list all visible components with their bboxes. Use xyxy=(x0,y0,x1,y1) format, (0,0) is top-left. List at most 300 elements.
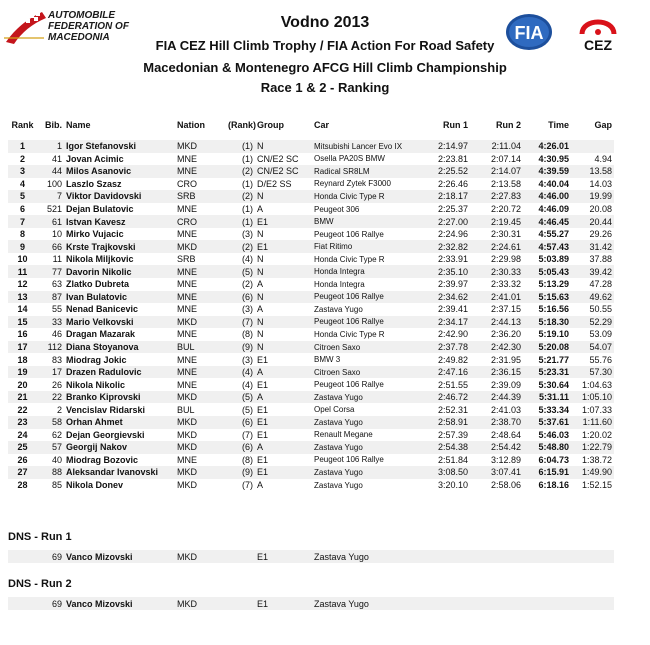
gap-cell: 53.09 xyxy=(571,328,614,341)
bib-cell: 26 xyxy=(37,378,64,391)
time-cell: 5:23.31 xyxy=(523,366,571,379)
bib-cell: 10 xyxy=(37,228,64,241)
run1-cell: 2:35.10 xyxy=(416,265,470,278)
gap-cell: 37.88 xyxy=(571,253,614,266)
nation-cell: MNE xyxy=(175,353,226,366)
nation-cell: MNE xyxy=(175,203,226,216)
rank-cell: 11 xyxy=(8,265,37,278)
group-cell: A xyxy=(255,203,312,216)
gap-cell: 47.28 xyxy=(571,278,614,291)
time-cell: 6:18.16 xyxy=(523,479,571,492)
run1-cell: 3:08.50 xyxy=(416,466,470,479)
gap-cell: 1:38.72 xyxy=(571,454,614,467)
gap-cell: 1:04.63 xyxy=(571,378,614,391)
col-time: Time xyxy=(548,119,569,130)
nation-cell: BUL xyxy=(175,341,226,354)
group-rank-cell: (6) xyxy=(226,291,255,304)
rank-cell: 9 xyxy=(8,240,37,253)
table-row xyxy=(8,153,614,166)
group-cell: D/E2 SS xyxy=(255,178,312,191)
run1-cell: 2:39.41 xyxy=(416,303,470,316)
time-cell: 4:46.00 xyxy=(523,190,571,203)
gap-cell: 57.30 xyxy=(571,366,614,379)
table-row xyxy=(8,253,614,266)
name-cell: Nenad Banicevic xyxy=(64,303,175,316)
nation-cell: MNE xyxy=(175,303,226,316)
run2-cell: 2:11.04 xyxy=(470,140,523,153)
rank-cell: 23 xyxy=(8,416,37,429)
name-cell: Laszlo Szasz xyxy=(64,178,175,191)
time-cell: 5:15.63 xyxy=(523,291,571,304)
group-rank-cell: (4) xyxy=(226,378,255,391)
run1-cell: 3:20.10 xyxy=(416,479,470,492)
rank-cell: 8 xyxy=(8,228,37,241)
nation-cell: MKD xyxy=(175,466,226,479)
event-subtitle-1: FIA CEZ Hill Climb Trophy / FIA Action For Road Safety xyxy=(155,38,495,53)
dns-run2-table xyxy=(8,597,614,610)
time-cell: 5:16.56 xyxy=(523,303,571,316)
time-cell: 5:05.43 xyxy=(523,265,571,278)
run1-cell: 2:14.97 xyxy=(416,140,470,153)
time-cell: 5:31.11 xyxy=(523,391,571,404)
name-cell: Ivan Bulatovic xyxy=(64,291,175,304)
rank-cell: 21 xyxy=(8,391,37,404)
run2-cell: 2:37.15 xyxy=(470,303,523,316)
dns-group: E1 xyxy=(255,597,312,610)
nation-cell: SRB xyxy=(175,253,226,266)
run1-cell: 2:42.90 xyxy=(416,328,470,341)
name-cell: Vencislav Ridarski xyxy=(64,403,175,416)
group-rank-cell: (7) xyxy=(226,429,255,442)
table-row xyxy=(8,391,614,404)
event-subtitle-3: Race 1 & 2 - Ranking xyxy=(260,80,390,95)
run2-cell: 2:20.72 xyxy=(470,203,523,216)
name-cell: Zlatko Dubreta xyxy=(64,278,175,291)
org-line-2: FEDERATION OF xyxy=(48,21,129,32)
car-cell: Radical SR8LM xyxy=(312,165,416,178)
name-cell: Miodrag Jokic xyxy=(64,353,175,366)
car-cell: Zastava Yugo xyxy=(312,466,416,479)
car-cell: Honda Integra xyxy=(312,265,416,278)
run1-cell: 2:27.00 xyxy=(416,215,470,228)
table-row xyxy=(8,303,614,316)
run1-cell: 2:32.82 xyxy=(416,240,470,253)
run2-cell: 2:24.61 xyxy=(470,240,523,253)
time-cell: 5:33.34 xyxy=(523,403,571,416)
time-cell: 5:37.61 xyxy=(523,416,571,429)
group-rank-cell: (6) xyxy=(226,441,255,454)
car-cell: Honda Integra xyxy=(312,278,416,291)
rank-cell: 1 xyxy=(8,140,37,153)
bib-cell: 1 xyxy=(37,140,64,153)
dns-name: Vanco Mizovski xyxy=(64,550,175,563)
gap-cell: 50.55 xyxy=(571,303,614,316)
table-row xyxy=(8,316,614,329)
time-cell: 5:48.80 xyxy=(523,441,571,454)
group-rank-cell: (1) xyxy=(226,203,255,216)
table-row xyxy=(8,341,614,354)
gap-cell: 49.62 xyxy=(571,291,614,304)
dns-row xyxy=(8,597,614,610)
table-row xyxy=(8,228,614,241)
group-cell: N xyxy=(255,253,312,266)
run1-cell: 2:51.84 xyxy=(416,454,470,467)
bib-cell: 46 xyxy=(37,328,64,341)
name-cell: Viktor Davidovski xyxy=(64,190,175,203)
group-cell: E1 xyxy=(255,429,312,442)
org-line-1: AUTOMOBILE xyxy=(48,10,116,21)
rank-cell: 3 xyxy=(8,165,37,178)
dns-run1-heading: DNS - Run 1 xyxy=(8,531,72,543)
name-cell: Branko Kiprovski xyxy=(64,391,175,404)
run2-cell: 2:44.39 xyxy=(470,391,523,404)
time-cell: 5:18.30 xyxy=(523,316,571,329)
run2-cell: 3:12.89 xyxy=(470,454,523,467)
bib-cell: 61 xyxy=(37,215,64,228)
group-cell: E1 xyxy=(255,403,312,416)
group-cell: A xyxy=(255,303,312,316)
rank-cell: 19 xyxy=(8,366,37,379)
name-cell: Orhan Ahmet xyxy=(64,416,175,429)
time-cell: 5:21.77 xyxy=(523,353,571,366)
car-cell: Honda Civic Type R xyxy=(312,190,416,203)
table-header-row xyxy=(8,117,614,132)
run2-cell: 2:33.32 xyxy=(470,278,523,291)
rank-cell: 13 xyxy=(8,291,37,304)
gap-cell: 4.94 xyxy=(571,153,614,166)
dns-nation: MKD xyxy=(175,550,226,563)
group-rank-cell: (4) xyxy=(226,253,255,266)
run2-cell: 2:38.70 xyxy=(470,416,523,429)
car-cell: Peugeot 106 Rallye xyxy=(312,228,416,241)
car-cell: Zastava Yugo xyxy=(312,479,416,492)
time-cell: 6:04.73 xyxy=(523,454,571,467)
car-cell: Citroen Saxo xyxy=(312,341,416,354)
nation-cell: MKD xyxy=(175,316,226,329)
bib-cell: 83 xyxy=(37,353,64,366)
nation-cell: MNE xyxy=(175,153,226,166)
nation-cell: MNE xyxy=(175,278,226,291)
dns-run1-table xyxy=(8,550,614,563)
table-row xyxy=(8,466,614,479)
dns-car: Zastava Yugo xyxy=(312,597,416,610)
group-cell: A xyxy=(255,366,312,379)
group-cell: E1 xyxy=(255,215,312,228)
nation-cell: MNE xyxy=(175,291,226,304)
car-cell: Citroen Saxo xyxy=(312,366,416,379)
car-cell: Zastava Yugo xyxy=(312,303,416,316)
dns-group: E1 xyxy=(255,550,312,563)
col-bib: Bib. xyxy=(45,119,62,130)
name-cell: Nikola Nikolic xyxy=(64,378,175,391)
group-cell: E1 xyxy=(255,240,312,253)
run2-cell: 2:44.13 xyxy=(470,316,523,329)
run2-cell: 2:36.20 xyxy=(470,328,523,341)
dns-nation: MKD xyxy=(175,597,226,610)
group-rank-cell: (7) xyxy=(226,479,255,492)
table-row xyxy=(8,328,614,341)
gap-cell: 20.08 xyxy=(571,203,614,216)
col-name: Name xyxy=(66,119,91,130)
dns-bib: 69 xyxy=(37,597,64,610)
group-rank-cell: (3) xyxy=(226,303,255,316)
run2-cell: 2:31.95 xyxy=(470,353,523,366)
bib-cell: 33 xyxy=(37,316,64,329)
rank-cell: 28 xyxy=(8,479,37,492)
time-cell: 6:15.91 xyxy=(523,466,571,479)
table-row xyxy=(8,378,614,391)
group-rank-cell: (1) xyxy=(226,178,255,191)
table-row xyxy=(8,416,614,429)
rank-cell: 12 xyxy=(8,278,37,291)
car-cell: Fiat Ritimo xyxy=(312,240,416,253)
nation-cell: MNE xyxy=(175,265,226,278)
run2-cell: 2:36.15 xyxy=(470,366,523,379)
time-cell: 4:39.59 xyxy=(523,165,571,178)
run1-cell: 2:54.38 xyxy=(416,441,470,454)
run2-cell: 2:48.64 xyxy=(470,429,523,442)
nation-cell: CRO xyxy=(175,215,226,228)
car-cell: Reynard Zytek F3000 xyxy=(312,178,416,191)
name-cell: Georgij Nakov xyxy=(64,441,175,454)
bib-cell: 58 xyxy=(37,416,64,429)
group-rank-cell: (8) xyxy=(226,328,255,341)
group-rank-cell: (5) xyxy=(226,391,255,404)
rank-cell: 27 xyxy=(8,466,37,479)
name-cell: Diana Stoyanova xyxy=(64,341,175,354)
name-cell: Mario Velkovski xyxy=(64,316,175,329)
run1-cell: 2:24.96 xyxy=(416,228,470,241)
col-car: Car xyxy=(314,119,330,130)
run1-cell: 2:33.91 xyxy=(416,253,470,266)
dns-name: Vanco Mizovski xyxy=(64,597,175,610)
dns-bib: 69 xyxy=(37,550,64,563)
group-cell: A xyxy=(255,441,312,454)
group-rank-cell: (2) xyxy=(226,165,255,178)
time-cell: 4:26.01 xyxy=(523,140,571,153)
group-rank-cell: (3) xyxy=(226,353,255,366)
bib-cell: 22 xyxy=(37,391,64,404)
rank-cell: 4 xyxy=(8,178,37,191)
car-cell: Peugeot 106 Rallye xyxy=(312,316,416,329)
table-row xyxy=(8,291,614,304)
nation-cell: MNE xyxy=(175,328,226,341)
time-cell: 4:46.09 xyxy=(523,203,571,216)
time-cell: 4:46.45 xyxy=(523,215,571,228)
time-cell: 5:19.10 xyxy=(523,328,571,341)
col-run1: Run 1 xyxy=(442,119,468,130)
group-rank-cell: (1) xyxy=(226,215,255,228)
run2-cell: 2:30.33 xyxy=(470,265,523,278)
nation-cell: MNE xyxy=(175,454,226,467)
group-cell: CN/E2 SC xyxy=(255,165,312,178)
name-cell: Dejan Georgievski xyxy=(64,429,175,442)
table-row xyxy=(8,479,614,492)
group-cell: N xyxy=(255,341,312,354)
run2-cell: 2:41.03 xyxy=(470,403,523,416)
gap-cell: 1:22.79 xyxy=(571,441,614,454)
gap-cell: 1:07.33 xyxy=(571,403,614,416)
car-cell: Mitsubishi Lancer Evo IX xyxy=(312,140,416,153)
org-line-3: MACEDONIA xyxy=(48,32,110,43)
car-cell: Zastava Yugo xyxy=(312,441,416,454)
name-cell: Krste Trajkovski xyxy=(64,240,175,253)
gap-cell xyxy=(571,140,614,153)
gap-cell: 1:11.60 xyxy=(571,416,614,429)
rank-cell: 15 xyxy=(8,316,37,329)
nation-cell: MNE xyxy=(175,378,226,391)
time-cell: 4:55.27 xyxy=(523,228,571,241)
col-gap: Gap xyxy=(594,119,612,130)
group-rank-cell: (7) xyxy=(226,316,255,329)
bib-cell: 7 xyxy=(37,190,64,203)
group-rank-cell: (2) xyxy=(226,240,255,253)
nation-cell: CRO xyxy=(175,178,226,191)
nation-cell: MNE xyxy=(175,228,226,241)
name-cell: Mirko Vujacic xyxy=(64,228,175,241)
run2-cell: 2:30.31 xyxy=(470,228,523,241)
rank-cell: 25 xyxy=(8,441,37,454)
bib-cell: 87 xyxy=(37,291,64,304)
rank-cell: 24 xyxy=(8,429,37,442)
group-rank-cell: (5) xyxy=(226,403,255,416)
bib-cell: 62 xyxy=(37,429,64,442)
gap-cell: 1:20.02 xyxy=(571,429,614,442)
table-row xyxy=(8,429,614,442)
rank-cell: 14 xyxy=(8,303,37,316)
dns-run2-heading: DNS - Run 2 xyxy=(8,578,72,590)
gap-cell: 1:52.15 xyxy=(571,479,614,492)
group-rank-cell: (1) xyxy=(226,140,255,153)
table-row xyxy=(8,454,614,467)
time-cell: 5:30.64 xyxy=(523,378,571,391)
col-group-rank: (Rank) xyxy=(228,119,257,130)
bib-cell: 17 xyxy=(37,366,64,379)
name-cell: Aleksandar Ivanovski xyxy=(64,466,175,479)
time-cell: 5:46.03 xyxy=(523,429,571,442)
rank-cell: 26 xyxy=(8,454,37,467)
car-cell: Honda Civic Type R xyxy=(312,328,416,341)
group-rank-cell: (8) xyxy=(226,454,255,467)
group-rank-cell: (9) xyxy=(226,341,255,354)
bib-cell: 44 xyxy=(37,165,64,178)
name-cell: Dragan Mazarak xyxy=(64,328,175,341)
time-cell: 4:30.95 xyxy=(523,153,571,166)
group-rank-cell: (4) xyxy=(226,366,255,379)
run1-cell: 2:46.72 xyxy=(416,391,470,404)
run2-cell: 2:39.09 xyxy=(470,378,523,391)
run1-cell: 2:26.46 xyxy=(416,178,470,191)
run1-cell: 2:34.62 xyxy=(416,291,470,304)
bib-cell: 85 xyxy=(37,479,64,492)
bib-cell: 55 xyxy=(37,303,64,316)
group-rank-cell: (2) xyxy=(226,278,255,291)
run1-cell: 2:25.52 xyxy=(416,165,470,178)
nation-cell: MKD xyxy=(175,140,226,153)
run1-cell: 2:37.78 xyxy=(416,341,470,354)
bib-cell: 521 xyxy=(37,203,64,216)
bib-cell: 112 xyxy=(37,341,64,354)
gap-cell: 20.44 xyxy=(571,215,614,228)
results-table xyxy=(8,117,614,491)
car-cell: Osella PA20S BMW xyxy=(312,153,416,166)
group-rank-cell: (6) xyxy=(226,416,255,429)
col-group: Group xyxy=(257,119,284,130)
run1-cell: 2:58.91 xyxy=(416,416,470,429)
car-cell: BMW xyxy=(312,215,416,228)
run2-cell: 2:58.06 xyxy=(470,479,523,492)
run2-cell: 2:27.83 xyxy=(470,190,523,203)
group-cell: E1 xyxy=(255,466,312,479)
nation-cell: MKD xyxy=(175,441,226,454)
table-row xyxy=(8,165,614,178)
bib-cell: 11 xyxy=(37,253,64,266)
col-nation: Nation xyxy=(177,119,205,130)
run2-cell: 2:07.14 xyxy=(470,153,523,166)
table-row xyxy=(8,240,614,253)
group-cell: E1 xyxy=(255,378,312,391)
group-cell: E1 xyxy=(255,416,312,429)
table-row xyxy=(8,278,614,291)
car-cell: Honda Civic Type R xyxy=(312,253,416,266)
car-cell: Renault Megane xyxy=(312,429,416,442)
table-row xyxy=(8,215,614,228)
rank-cell: 18 xyxy=(8,353,37,366)
name-cell: Milos Asanovic xyxy=(64,165,175,178)
car-cell: Peugeot 106 Rallye xyxy=(312,378,416,391)
gap-cell: 31.42 xyxy=(571,240,614,253)
name-cell: Igor Stefanovski xyxy=(64,140,175,153)
run1-cell: 2:25.37 xyxy=(416,203,470,216)
bib-cell: 77 xyxy=(37,265,64,278)
nation-cell: MKD xyxy=(175,416,226,429)
rank-cell: 7 xyxy=(8,215,37,228)
time-cell: 4:57.43 xyxy=(523,240,571,253)
run1-cell: 2:51.55 xyxy=(416,378,470,391)
nation-cell: SRB xyxy=(175,190,226,203)
group-rank-cell: (1) xyxy=(226,153,255,166)
nation-cell: MKD xyxy=(175,391,226,404)
group-rank-cell: (2) xyxy=(226,190,255,203)
rank-cell: 22 xyxy=(8,403,37,416)
group-cell: A xyxy=(255,479,312,492)
name-cell: Istvan Kavesz xyxy=(64,215,175,228)
run2-cell: 2:54.42 xyxy=(470,441,523,454)
group-rank-cell: (3) xyxy=(226,228,255,241)
car-cell: Zastava Yugo xyxy=(312,416,416,429)
run1-cell: 2:49.82 xyxy=(416,353,470,366)
run1-cell: 2:52.31 xyxy=(416,403,470,416)
run2-cell: 2:13.58 xyxy=(470,178,523,191)
col-run2: Run 2 xyxy=(495,119,521,130)
group-cell: N xyxy=(255,228,312,241)
car-cell: BMW 3 xyxy=(312,353,416,366)
name-cell: Miodrag Bozovic xyxy=(64,454,175,467)
bib-cell: 41 xyxy=(37,153,64,166)
time-cell: 5:13.29 xyxy=(523,278,571,291)
car-cell: Peugeot 306 xyxy=(312,203,416,216)
table-row xyxy=(8,441,614,454)
group-cell: N xyxy=(255,190,312,203)
name-cell: Drazen Radulovic xyxy=(64,366,175,379)
gap-cell: 29.26 xyxy=(571,228,614,241)
gap-cell: 55.76 xyxy=(571,353,614,366)
group-cell: CN/E2 SC xyxy=(255,153,312,166)
bib-cell: 88 xyxy=(37,466,64,479)
rank-cell: 5 xyxy=(8,190,37,203)
col-rank: Rank xyxy=(11,119,34,130)
bib-cell: 2 xyxy=(37,403,64,416)
